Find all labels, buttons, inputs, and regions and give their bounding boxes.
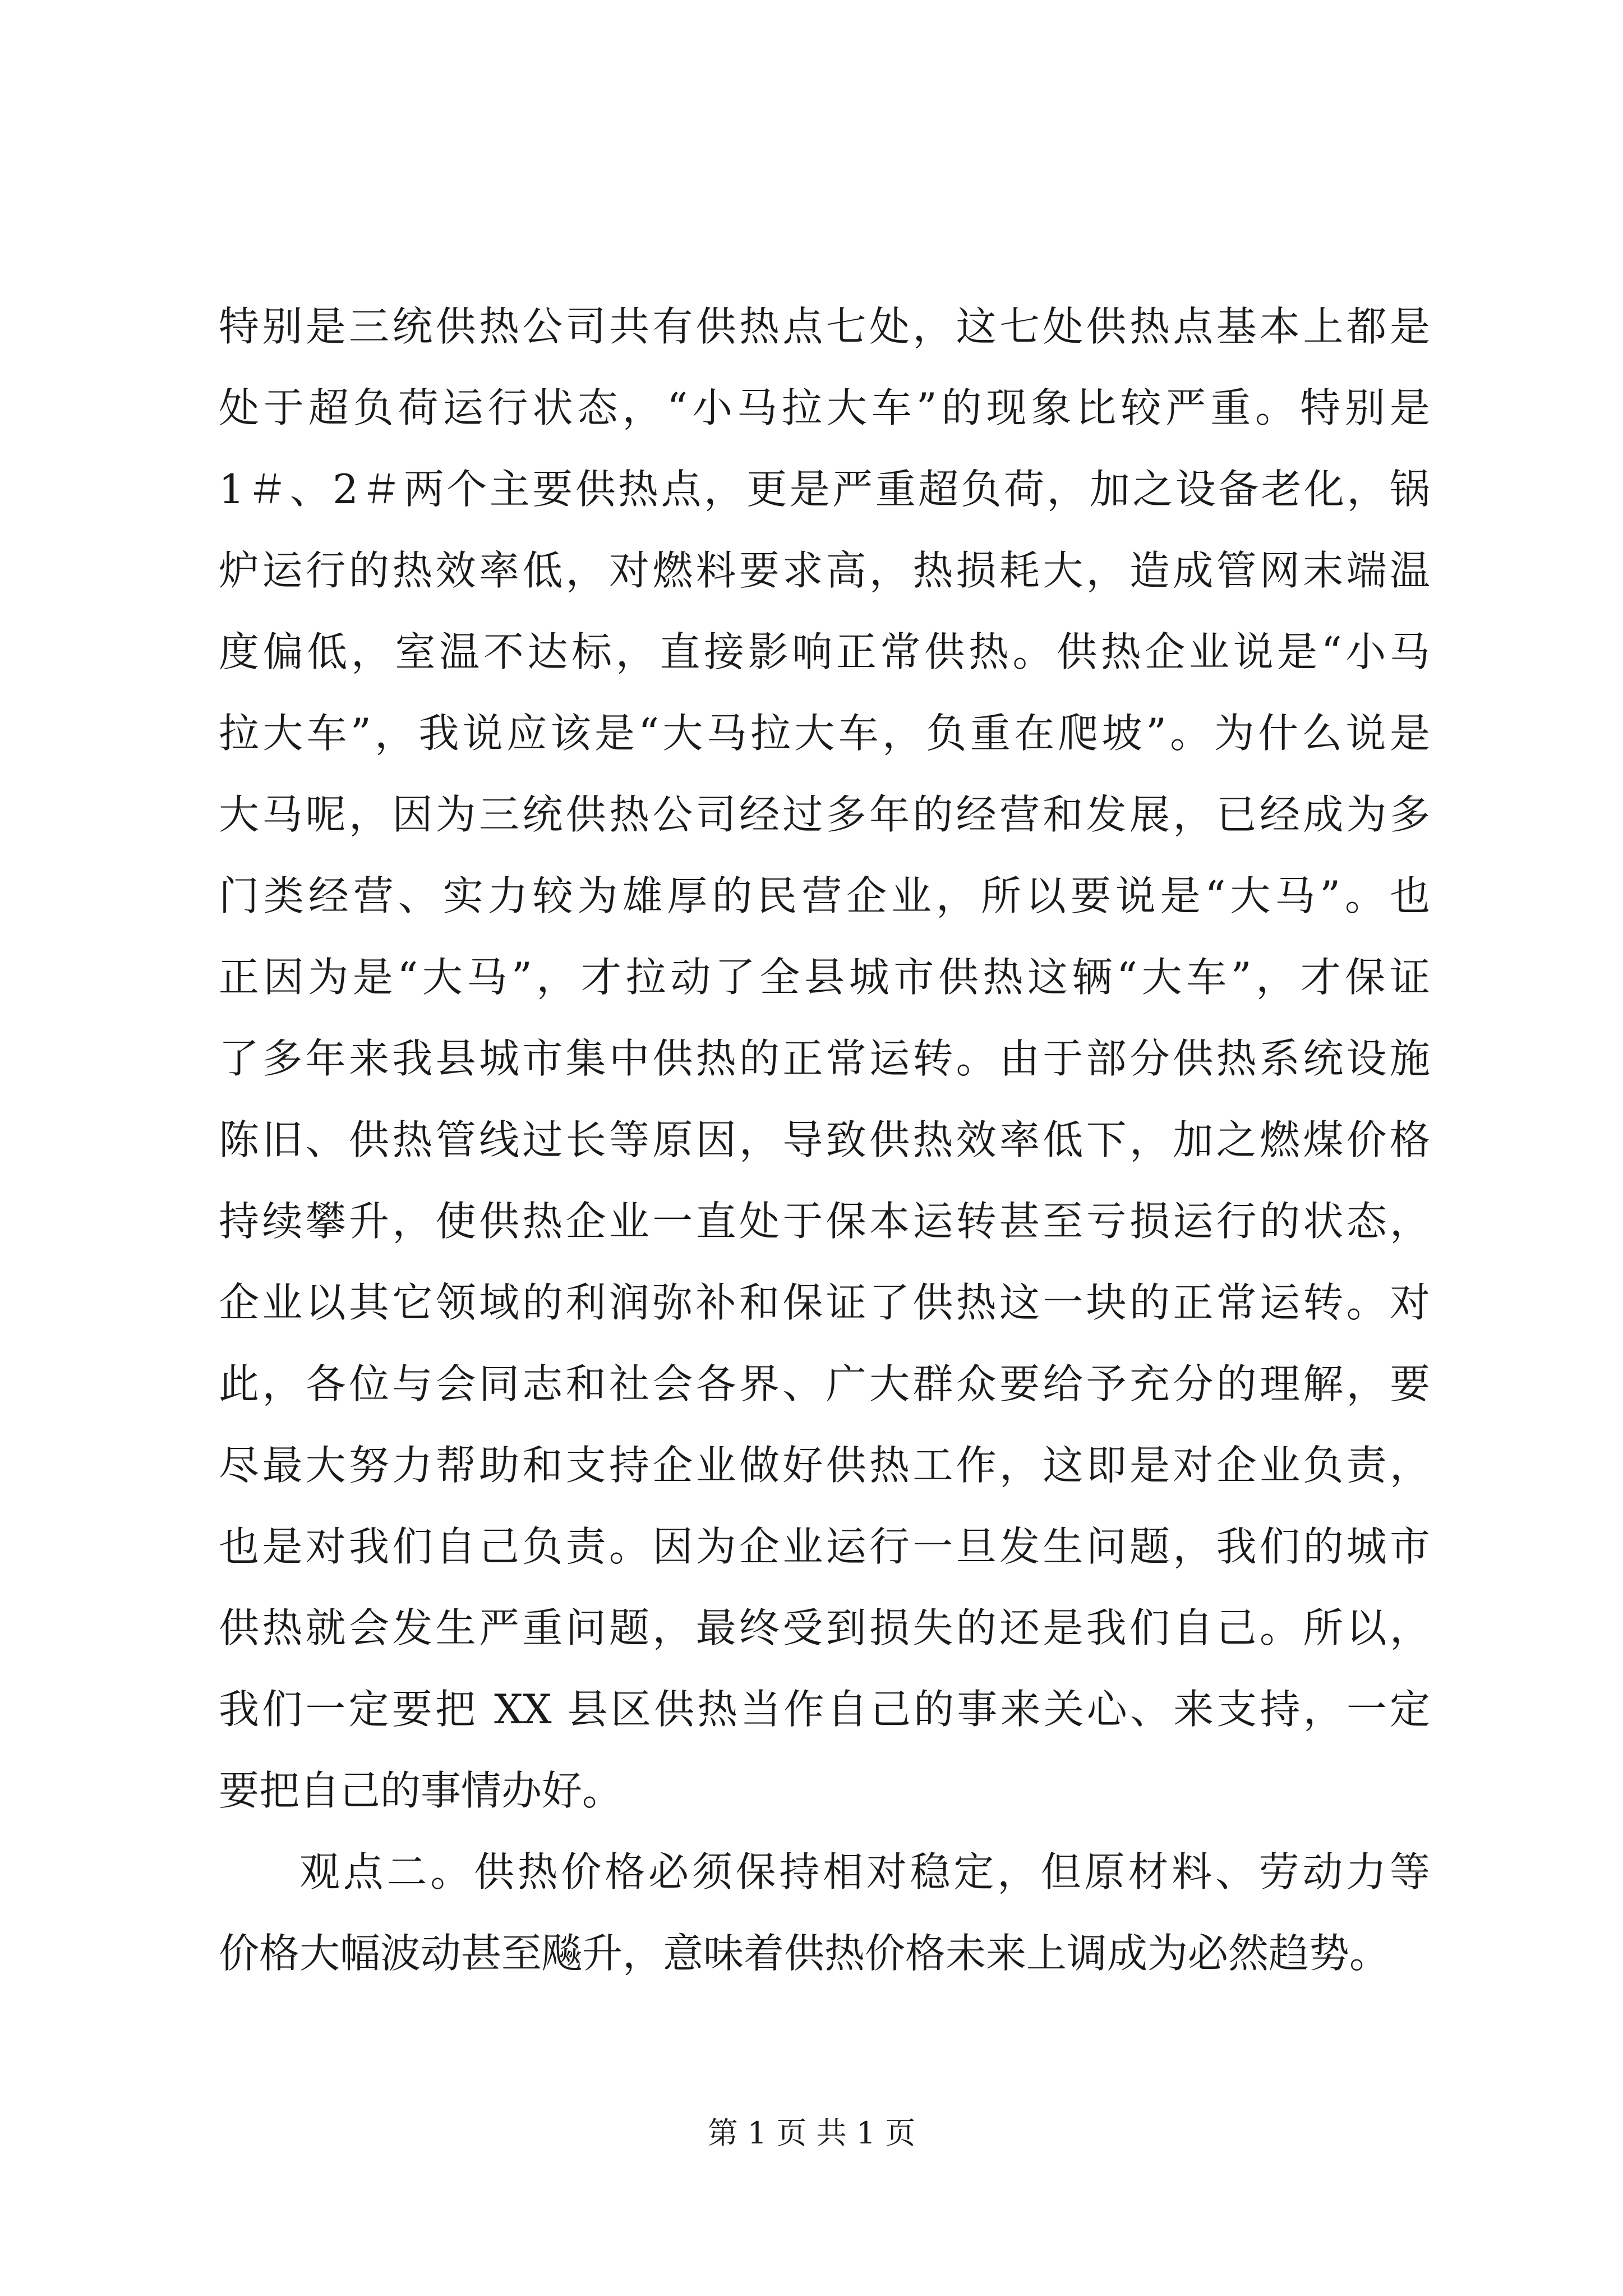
- paragraph-line: 观点二。供热价格必须保持相对稳定，但原材料、劳动力等: [299, 1848, 1430, 1895]
- paragraph-line: 1＃、2＃两个主要供热点，更是严重超负荷，加之设备老化，锅: [219, 466, 1430, 513]
- paragraph-line: 拉大车”，我说应该是“大马拉大车，负重在爬坡”。为什么说是: [219, 710, 1430, 757]
- paragraph-line: 要把自己的事情办好。: [219, 1767, 623, 1814]
- paragraph-line: 度偏低，室温不达标，直接影响正常供热。供热企业说是“小马: [219, 628, 1430, 675]
- paragraph-line: 也是对我们自己负责。因为企业运行一旦发生问题，我们的城市: [219, 1523, 1430, 1570]
- paragraph-line: 正因为是“大马”，才拉动了全县城市供热这辆“大车”，才保证: [219, 954, 1430, 1001]
- paragraph-line: 企业以其它领域的利润弥补和保证了供热这一块的正常运转。对: [219, 1279, 1430, 1326]
- paragraph-line: 大马呢，因为三统供热公司经过多年的经营和发展，已经成为多: [219, 791, 1430, 838]
- paragraph-line: 陈旧、供热管线过长等原因，导致供热效率低下，加之燃煤价格: [219, 1116, 1430, 1163]
- page-footer: [0, 2109, 1623, 2152]
- paragraph-line: 尽最大努力帮助和支持企业做好供热工作，这即是对企业负责，: [219, 1442, 1430, 1489]
- paragraph-line: 此，各位与会同志和社会各界、广大群众要给予充分的理解，要: [219, 1360, 1430, 1407]
- document-body: [219, 286, 1430, 1994]
- paragraph-line: 我们一定要把 XX 县区供热当作自己的事来关心、来支持，一定: [219, 1686, 1430, 1733]
- paragraph-line: 持续攀升，使供热企业一直处于保本运转甚至亏损运行的状态，: [219, 1198, 1430, 1245]
- page-number-label: 第 1 页 共 1 页: [707, 2115, 916, 2151]
- paragraph-line: 炉运行的热效率低，对燃料要求高，热损耗大，造成管网末端温: [219, 547, 1430, 594]
- paragraph-line: 了多年来我县城市集中供热的正常运转。由于部分供热系统设施: [219, 1035, 1430, 1082]
- paragraph-line: 价格大幅波动甚至飚升，意味着供热价格未来上调成为必然趋势。: [219, 1930, 1390, 1977]
- paragraph-line: 门类经营、实力较为雄厚的民营企业，所以要说是“大马”。也: [219, 872, 1430, 919]
- paragraph-line: 特别是三统供热公司共有供热点七处，这七处供热点基本上都是: [219, 303, 1430, 350]
- paragraph-line: 处于超负荷运行状态，“小马拉大车”的现象比较严重。特别是: [219, 384, 1430, 431]
- paragraph-line: 供热就会发生严重问题，最终受到损失的还是我们自己。所以，: [219, 1604, 1430, 1651]
